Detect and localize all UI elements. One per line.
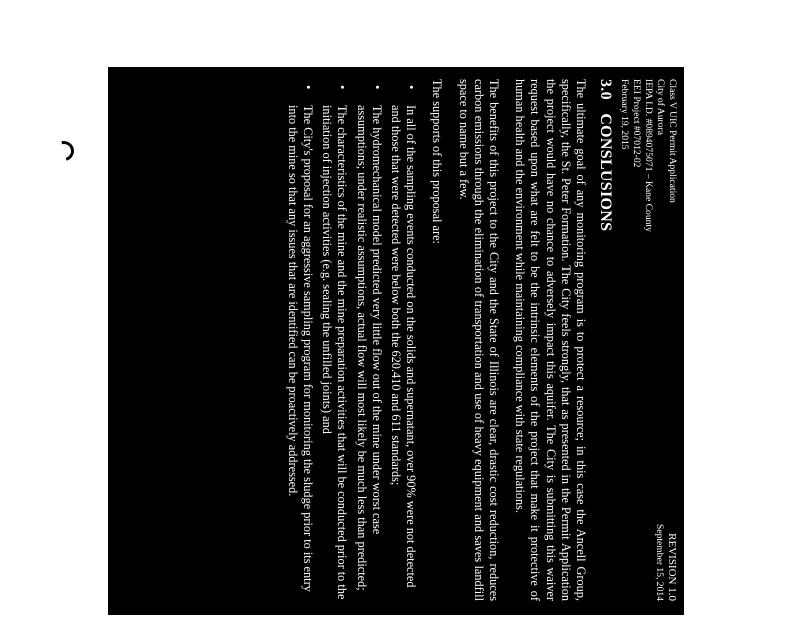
list-item [285, 79, 315, 601]
header-line: IEPA I.D. #0894075071 – Kane County [643, 79, 654, 232]
section-number: 3.0 [597, 79, 614, 100]
supports-list [285, 79, 419, 601]
list-item [353, 79, 383, 601]
paragraph-benefits: The benefits of this project to the City and the State of Illinois are clear, drastic cost reduction, reduces carbon emissions through the elimination of transportation and use of heavy equipment and saves landfill space to name but a few. [456, 79, 501, 601]
curl-mark-icon [50, 137, 77, 164]
revision-date: September 15, 2014 [654, 523, 665, 601]
page-header [620, 79, 678, 601]
header-line: EEI Project #07012-02 [631, 79, 642, 168]
list-item-text: In all of the sampling events conducted on the solids and supernatant, over 90% were not detected and those that were detected were below both the 620.410 and 611 standards; [388, 105, 419, 588]
paragraph-goal: The ultimate goal of any monitoring program is to protect a resource; in this case the Ancell Group, specifically, the St. Peter Formation. The City feels strongly, that as presented in the Permit Application the project would have no chance to adversely impact this aquifer. The City is submitting this waiver request based upon what are felt to be the intrinsic elements of the project that make it protective of human health and the environment while maintaining compliance with state regulations. [513, 79, 588, 601]
header-left-block [618, 79, 678, 232]
header-line: City of Aurora [655, 79, 666, 135]
list-item [388, 79, 418, 601]
list-item-text: The characteristics of the mine and the mine preparation activities that will be conducted prior to the initiation of injection activities (e.g. sealing the unfilled joints) and [320, 105, 350, 600]
bullet-icon: • [404, 85, 419, 90]
header-line: February 19, 2015 [619, 79, 630, 150]
section-heading [596, 79, 614, 601]
section-title: CONSLUSIONS [597, 113, 614, 232]
bullet-icon: • [369, 85, 384, 90]
header-right-block [653, 524, 678, 601]
page-content [108, 67, 684, 615]
paragraph-supports-intro: The supports of this proposal are: [430, 79, 445, 244]
bullet-icon: • [300, 85, 315, 90]
list-item [319, 79, 349, 601]
header-line: Class V UIC Permit Application [667, 79, 678, 203]
bullet-icon: • [335, 85, 350, 90]
document-page [108, 67, 684, 615]
list-item-text: The City's proposal for an aggressive sampling program for monitoring the sludge prior to its entry into the mine so that any issues that are identified can be proactively addressed. [285, 105, 315, 592]
list-item-text: The hydromechanical model predicted very little flow out of the mine under worst case assumptions; under realistic assumptions, actual flow will most likely be much less than predicted; [354, 105, 384, 591]
revision-label: REVISION 1.0 [666, 533, 678, 601]
